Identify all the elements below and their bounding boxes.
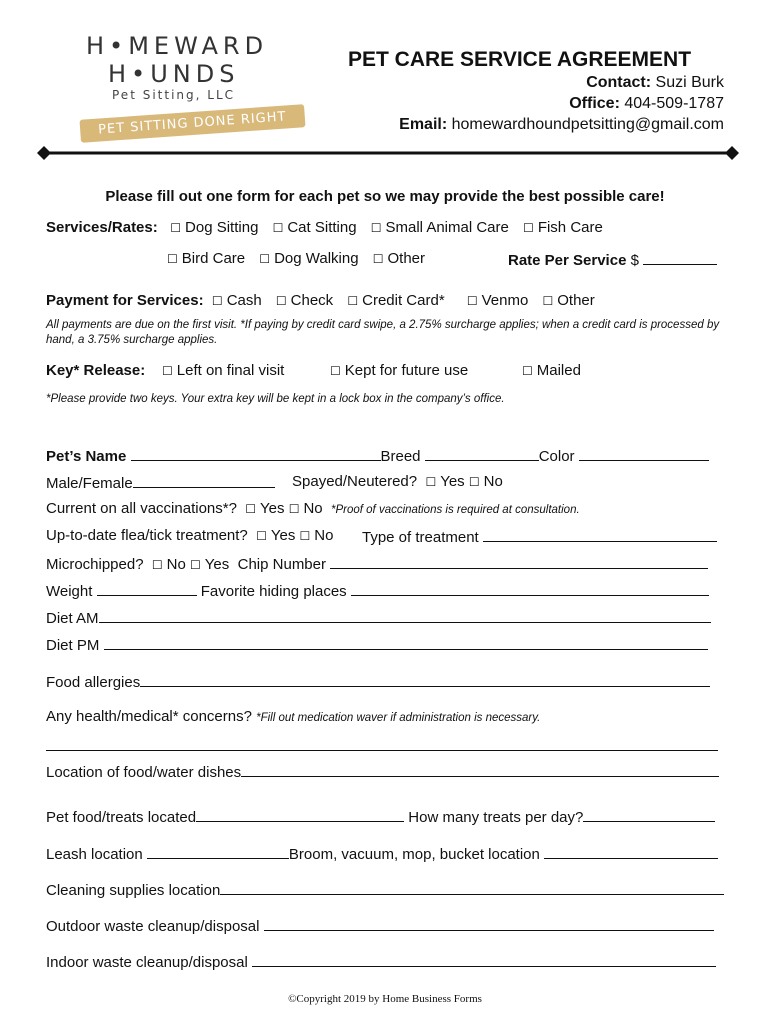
- diet-am-label: Diet AM: [46, 610, 99, 627]
- breed-label: Breed: [380, 448, 421, 465]
- service-bird-care[interactable]: ☐ Bird Care: [167, 250, 246, 267]
- cleaning-label: Cleaning supplies location: [46, 882, 221, 899]
- logo-text-line2: H•UNDS: [108, 60, 240, 88]
- rate-symbol: $: [630, 252, 639, 269]
- flea-label: Up-to-date flea/tick treatment?: [46, 527, 248, 544]
- flea-yes[interactable]: ☐ Yes: [256, 527, 296, 544]
- spayed-label: Spayed/Neutered?: [292, 473, 418, 490]
- spayed-yes[interactable]: ☐ Yes: [425, 473, 465, 490]
- page-title: PET CARE SERVICE AGREEMENT: [348, 48, 692, 71]
- breed-input[interactable]: [425, 446, 539, 461]
- hiding-input[interactable]: [351, 581, 709, 596]
- logo-subtitle: Pet Sitting, LLC: [112, 88, 236, 102]
- leash-input[interactable]: [147, 844, 289, 859]
- dishes-label: Location of food/water dishes: [46, 764, 242, 781]
- services-row-2: [167, 250, 435, 267]
- color-input[interactable]: [579, 446, 709, 461]
- row-weight: [46, 581, 709, 600]
- checkbox-icon: ☐: [167, 252, 178, 266]
- copyright-footer: ©Copyright 2019 by Home Business Forms: [288, 993, 482, 1005]
- checkbox-icon: ☐: [245, 502, 257, 516]
- checkbox-icon: ☐: [272, 221, 284, 235]
- checkbox-icon: ☐: [151, 558, 163, 572]
- key-note: *Please provide two keys. Your extra key will be kept in a lock box in the company’s office.: [46, 393, 505, 405]
- microchip-yes[interactable]: ☐ Yes: [190, 556, 230, 573]
- row-food-located: [46, 807, 715, 826]
- pets-name-input[interactable]: [131, 446, 381, 461]
- treats-per-day-label: How many treats per day?: [408, 809, 584, 826]
- email-label: Email:: [399, 116, 448, 133]
- checkbox-icon: ☐: [288, 502, 300, 516]
- weight-input[interactable]: [97, 581, 197, 596]
- health-note: *Fill out medication waver if administration is necessary.: [256, 712, 541, 724]
- services-row-1: [46, 219, 613, 236]
- checkbox-icon: ☐: [275, 294, 287, 308]
- health-label: Any health/medical* concerns?: [46, 708, 252, 725]
- rate-label: Rate Per Service: [508, 252, 627, 269]
- row-outdoor: [46, 916, 714, 935]
- row-diet-am: [46, 608, 711, 627]
- payment-other[interactable]: ☐ Other: [542, 292, 595, 309]
- diet-pm-label: Diet PM: [46, 637, 100, 654]
- checkbox-icon: ☐: [542, 294, 554, 308]
- diet-am-input[interactable]: [99, 608, 711, 623]
- checkbox-icon: ☐: [466, 294, 478, 308]
- service-small-animal[interactable]: ☐ Small Animal Care: [370, 219, 509, 236]
- payment-cash[interactable]: ☐ Cash: [211, 292, 262, 309]
- row-allergies: [46, 672, 710, 691]
- indoor-input[interactable]: [252, 952, 716, 967]
- color-label: Color: [538, 448, 575, 465]
- microchipped-label: Microchipped?: [46, 556, 144, 573]
- logo-banner: PET SITTING DONE RIGHT: [79, 104, 305, 143]
- chip-number-input[interactable]: [330, 554, 708, 569]
- key-mailed[interactable]: ☐ Mailed: [522, 362, 581, 379]
- health-input[interactable]: [46, 750, 718, 751]
- vaccinations-label: Current on all vaccinations*?: [46, 500, 237, 517]
- checkbox-icon: ☐: [299, 529, 311, 543]
- service-dog-sitting[interactable]: ☐ Dog Sitting: [170, 219, 259, 236]
- allergies-input[interactable]: [140, 672, 710, 687]
- row-cleaning: [46, 880, 724, 899]
- service-dog-walking[interactable]: ☐ Dog Walking: [259, 250, 359, 267]
- weight-label: Weight: [46, 583, 93, 600]
- row-microchip: [46, 554, 708, 573]
- service-other[interactable]: ☐ Other: [372, 250, 425, 267]
- contact-value: Suzi Burk: [655, 74, 724, 91]
- row-pet-name: [46, 446, 709, 465]
- row-vaccinations: [46, 500, 580, 517]
- leash-label: Leash location: [46, 846, 143, 863]
- food-located-label: Pet food/treats located: [46, 809, 197, 826]
- dishes-input[interactable]: [241, 762, 719, 777]
- checkbox-icon: ☐: [256, 529, 267, 543]
- payment-row: [46, 292, 605, 309]
- checkbox-icon: ☐: [468, 475, 480, 489]
- diet-pm-input[interactable]: [104, 635, 708, 650]
- office-line: [569, 95, 724, 113]
- treatment-type-input[interactable]: [483, 527, 717, 542]
- allergies-label: Food allergies: [46, 674, 141, 691]
- checkbox-icon: ☐: [330, 364, 341, 378]
- checkbox-icon: ☐: [190, 558, 201, 572]
- checkbox-icon: ☐: [372, 252, 384, 266]
- row-leash: [46, 844, 718, 863]
- row-flea: [46, 527, 333, 544]
- contact-label: Contact:: [586, 74, 652, 91]
- food-located-input[interactable]: [196, 807, 404, 822]
- payment-venmo[interactable]: ☐ Venmo: [466, 292, 529, 309]
- chip-number-label: Chip Number: [237, 556, 326, 573]
- male-female-input[interactable]: [133, 473, 275, 488]
- treats-per-day-input[interactable]: [583, 807, 715, 822]
- row-health: [46, 708, 540, 725]
- logo-text-line1: H•MEWARD: [86, 32, 269, 60]
- vaccinations-no[interactable]: ☐ No: [288, 500, 323, 517]
- office-label: Office:: [569, 95, 620, 112]
- payment-credit-card[interactable]: ☐ Credit Card*: [347, 292, 445, 309]
- broom-input[interactable]: [544, 844, 718, 859]
- office-value: 404-509-1787: [624, 95, 724, 112]
- flea-no[interactable]: ☐ No: [299, 527, 334, 544]
- rate-per-service: [508, 250, 717, 269]
- spayed-no[interactable]: ☐ No: [468, 473, 503, 490]
- key-kept-future[interactable]: ☐ Kept for future use: [330, 362, 469, 379]
- cleaning-input[interactable]: [220, 880, 724, 895]
- checkbox-icon: ☐: [170, 221, 182, 235]
- checkbox-icon: ☐: [425, 475, 437, 489]
- header-divider: [36, 145, 740, 161]
- services-label: Services/Rates:: [46, 219, 158, 236]
- row-spayed: [292, 473, 503, 490]
- vaccinations-note: *Proof of vaccinations is required at consultation.: [331, 504, 580, 516]
- row-dishes: [46, 762, 719, 781]
- broom-label: Broom, vacuum, mop, bucket location: [288, 846, 540, 863]
- key-release-row: [46, 362, 145, 379]
- key-left-on-final[interactable]: ☐ Left on final visit: [162, 362, 285, 379]
- payment-check[interactable]: ☐ Check: [275, 292, 334, 309]
- row-treatment-type: [362, 527, 717, 546]
- checkbox-icon: ☐: [259, 252, 271, 266]
- payment-label: Payment for Services:: [46, 292, 204, 309]
- checkbox-icon: ☐: [162, 364, 173, 378]
- intro-text: Please fill out one form for each pet so we may provide the best possible care!: [105, 188, 665, 205]
- checkbox-icon: ☐: [370, 221, 382, 235]
- service-fish-care[interactable]: ☐ Fish Care: [523, 219, 603, 236]
- email-value: homewardhoundpetsitting@gmail.com: [451, 116, 724, 133]
- service-cat-sitting[interactable]: ☐ Cat Sitting: [272, 219, 357, 236]
- rate-input[interactable]: [643, 250, 717, 265]
- indoor-label: Indoor waste cleanup/disposal: [46, 954, 248, 971]
- microchip-no[interactable]: ☐ No: [151, 556, 186, 573]
- key-label: Key* Release:: [46, 362, 146, 379]
- row-diet-pm: [46, 635, 708, 654]
- pets-name-label: Pet’s Name: [46, 448, 127, 465]
- row-indoor: [46, 952, 716, 971]
- contact-line: [586, 74, 724, 92]
- email-line: [399, 116, 724, 134]
- vaccinations-yes[interactable]: ☐ Yes: [245, 500, 285, 517]
- payment-note: All payments are due on the first visit. *If paying by credit card swipe, a 2.75% surcharge applies; when a credit card is processed by hand, a 3.75% surcharge applies.: [46, 319, 720, 346]
- checkbox-icon: ☐: [211, 294, 223, 308]
- checkbox-icon: ☐: [522, 364, 533, 378]
- outdoor-label: Outdoor waste cleanup/disposal: [46, 918, 260, 935]
- outdoor-input[interactable]: [264, 916, 714, 931]
- hiding-label: Favorite hiding places: [200, 583, 347, 600]
- treatment-type-label: Type of treatment: [362, 529, 479, 546]
- checkbox-icon: ☐: [523, 221, 534, 235]
- row-sex: [46, 473, 275, 492]
- checkbox-icon: ☐: [347, 294, 359, 308]
- male-female-label: Male/Female: [46, 475, 133, 492]
